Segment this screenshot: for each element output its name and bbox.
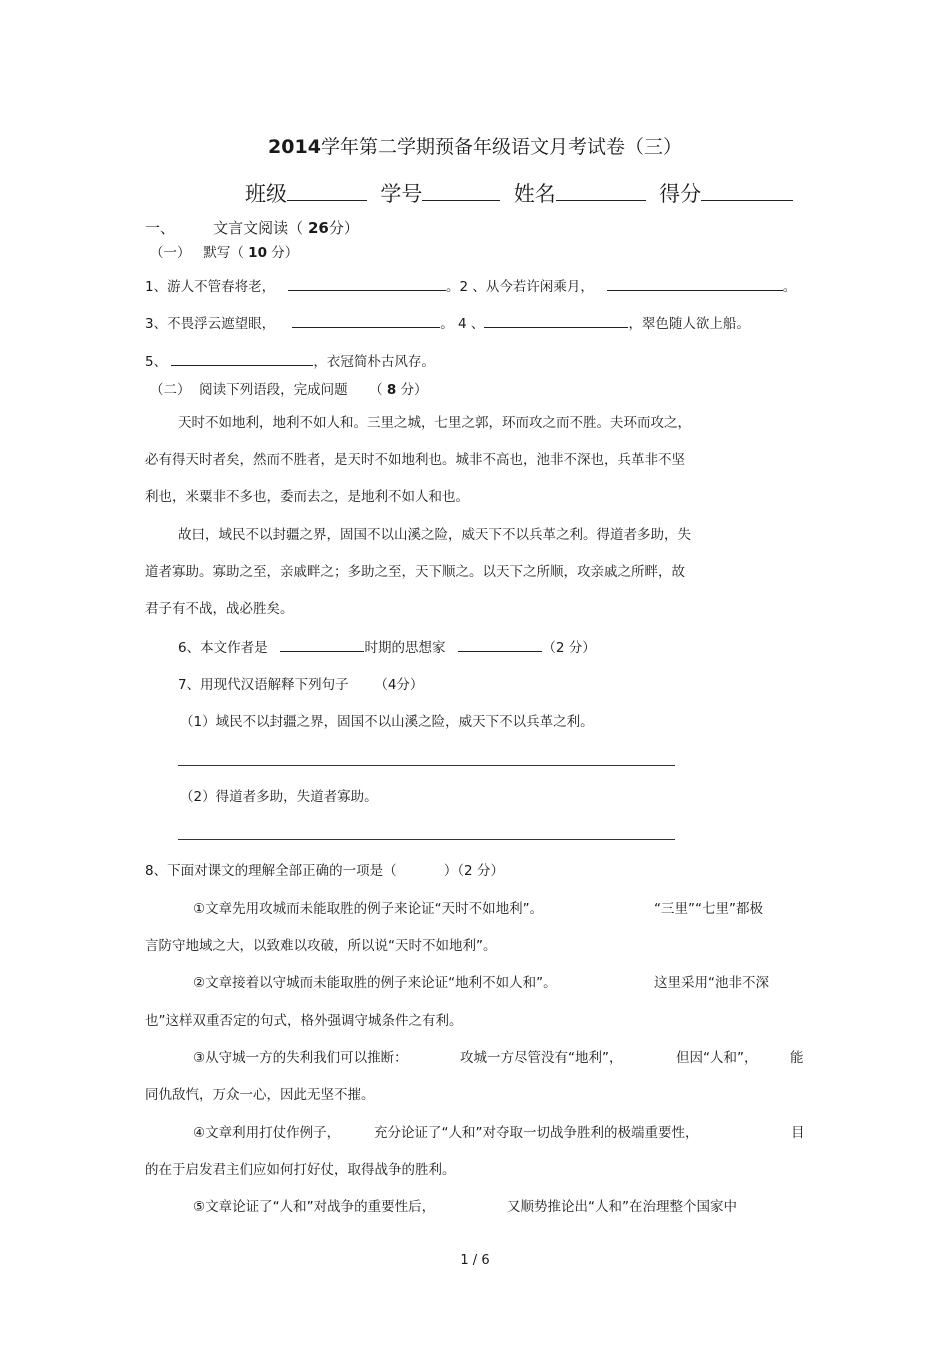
part1-points: 10 — [248, 245, 267, 261]
q2-end-mark: 。 — [782, 279, 797, 295]
dictation-line-2 — [145, 314, 750, 333]
passage-p2-line-2: 道者寡助。寡助之至，亲戚畔之；多助之至，天下顺之。以天下之所顺，攻亲戚之所畔，故 — [145, 564, 685, 580]
option-4-line-1: ④文章利用打仗作例子， — [193, 1125, 341, 1141]
q2-blank[interactable] — [607, 277, 783, 291]
page-number: 1 / 6 — [460, 1253, 490, 1268]
q6-blank-period[interactable] — [280, 638, 364, 652]
option-5-line-1b: 又顺势推论出“人和”在治理整个国家中 — [507, 1199, 737, 1215]
q4-suffix: ，翠色随人欲上船。 — [628, 316, 750, 332]
part2-heading — [150, 381, 428, 399]
part1-title: 默写（ — [203, 245, 244, 261]
section1-points: 26 — [307, 219, 329, 237]
option-4-line-2: 的在于启发君主们应如何打好仗，取得战争的胜利。 — [145, 1162, 456, 1178]
name-blank[interactable] — [556, 182, 646, 201]
part1-heading — [150, 244, 298, 262]
q3-blank[interactable] — [292, 314, 440, 328]
q7-1-answer-line[interactable] — [178, 765, 675, 766]
option-3-line-2: 同仇敌忾，万众一心，因此无坚不摧。 — [145, 1087, 375, 1103]
score-label: 得分 — [659, 182, 702, 206]
title-year: 2014 — [268, 136, 321, 158]
option-1-line-2: 言防守地域之大，以致难以攻破，所以说“天时不如地利”。 — [145, 938, 497, 954]
option-1-line-1b: “三里”“七里”都极 — [654, 901, 763, 917]
option-2-line-1: ②文章接着以守城而未能取胜的例子来论证“地利不如人和”。 — [193, 975, 557, 991]
q1-prefix: 1、游人不管春将老， — [145, 279, 276, 295]
student-info-line — [245, 178, 793, 208]
option-5-line-1: ⑤文章论证了“人和”对战争的重要性后， — [193, 1199, 436, 1215]
name-label: 姓名 — [513, 182, 556, 206]
section1-number: 一、 — [145, 219, 176, 237]
q2-prefix: 。2 、从今若许闲乘月， — [445, 279, 594, 295]
question-8 — [145, 862, 504, 880]
q7-2-answer-line[interactable] — [178, 839, 675, 840]
q5-blank[interactable] — [171, 352, 313, 366]
passage-p1-line-1: 天时不如地利，地利不如人和。三里之城，七里之郭，环而攻之而不胜。夫环而攻之， — [178, 415, 691, 431]
q6-text-b: 时期的思想家 — [364, 640, 446, 656]
option-3-line-1c: 但因“人和”， — [676, 1050, 758, 1066]
q4-blank[interactable] — [484, 314, 628, 328]
part2-points-suffix: 分） — [400, 382, 428, 398]
score-blank[interactable] — [701, 182, 793, 201]
part2-title: 阅读下列语段，完成问题 — [199, 382, 348, 398]
title-text: 学年第二学期预备年级语文月考试卷（三） — [320, 136, 682, 158]
section1-title: 文言文阅读（ — [213, 219, 304, 237]
option-3-line-1b: 攻城一方尽管没有“地利”， — [460, 1050, 623, 1066]
q7-points: （4分） — [374, 677, 424, 693]
class-label: 班级 — [245, 182, 287, 206]
class-blank[interactable] — [287, 182, 367, 201]
q5-suffix: ，衣冠简朴古风存。 — [313, 354, 435, 370]
q8-points: ）（2 分） — [443, 863, 504, 879]
option-3-line-1: ③从守城一方的失利我们可以推断： — [193, 1050, 408, 1066]
student-number-label: 学号 — [380, 182, 423, 206]
passage-p1-line-2: 必有得天时者矣，然而不胜者，是天时不如地利也。城非不高也，池非不深也，兵革非不坚 — [145, 452, 685, 468]
q6-text-a: 6、本文作者是 — [178, 640, 268, 656]
part2-points: 8 — [386, 382, 397, 398]
question-6 — [178, 638, 596, 657]
q5-prefix: 5、 — [145, 354, 168, 370]
question-7-1: （1）域民不以封疆之界，固国不以山溪之险，威天下不以兵革之利。 — [180, 714, 594, 730]
dictation-line-1 — [145, 277, 796, 296]
student-number-blank[interactable] — [422, 182, 500, 201]
section1-points-suffix: 分） — [328, 219, 359, 237]
option-3-line-1d: 能 — [790, 1050, 804, 1066]
exam-title — [0, 132, 950, 159]
part1-points-suffix: 分） — [271, 245, 299, 261]
option-4-line-1c: 目 — [791, 1125, 805, 1141]
q1-blank[interactable] — [288, 277, 446, 291]
q4-prefix: 。 4 、 — [440, 316, 485, 332]
passage-p2-line-1: 故曰，域民不以封疆之界，固国不以山溪之险，威天下不以兵革之利。得道者多助，失 — [178, 527, 691, 543]
part2-points-open: （ — [369, 382, 383, 398]
part1-label: （一） — [150, 245, 191, 261]
question-7 — [178, 676, 423, 694]
q8-text: 8、下面对课文的理解全部正确的一项是（ — [145, 863, 397, 879]
q7-text: 7、用现代汉语解释下列句子 — [178, 677, 349, 693]
option-2-line-2: 也”这样双重否定的句式，格外强调守城条件之有利。 — [145, 1013, 463, 1029]
q6-points: （2 分） — [542, 640, 596, 656]
dictation-line-3 — [145, 352, 435, 371]
q6-blank-thinker[interactable] — [458, 638, 542, 652]
passage-p1-line-3: 利也，米粟非不多也，委而去之，是地利不如人和也。 — [145, 489, 469, 505]
part2-label: （二） — [150, 382, 191, 398]
q3-prefix: 3、不畏浮云遮望眼， — [145, 316, 276, 332]
option-2-line-1b: 这里采用“池非不深 — [654, 975, 769, 991]
option-4-line-1b: 充分论证了“人和”对夺取一切战争胜利的极端重要性， — [374, 1125, 699, 1141]
question-7-2: （2）得道者多助，失道者寡助。 — [180, 789, 378, 805]
section1-heading — [145, 219, 359, 237]
passage-p2-line-3: 君子有不战，战必胜矣。 — [145, 601, 294, 617]
option-1-line-1: ①文章先用攻城而未能取胜的例子来论证“天时不如地利”。 — [193, 901, 544, 917]
